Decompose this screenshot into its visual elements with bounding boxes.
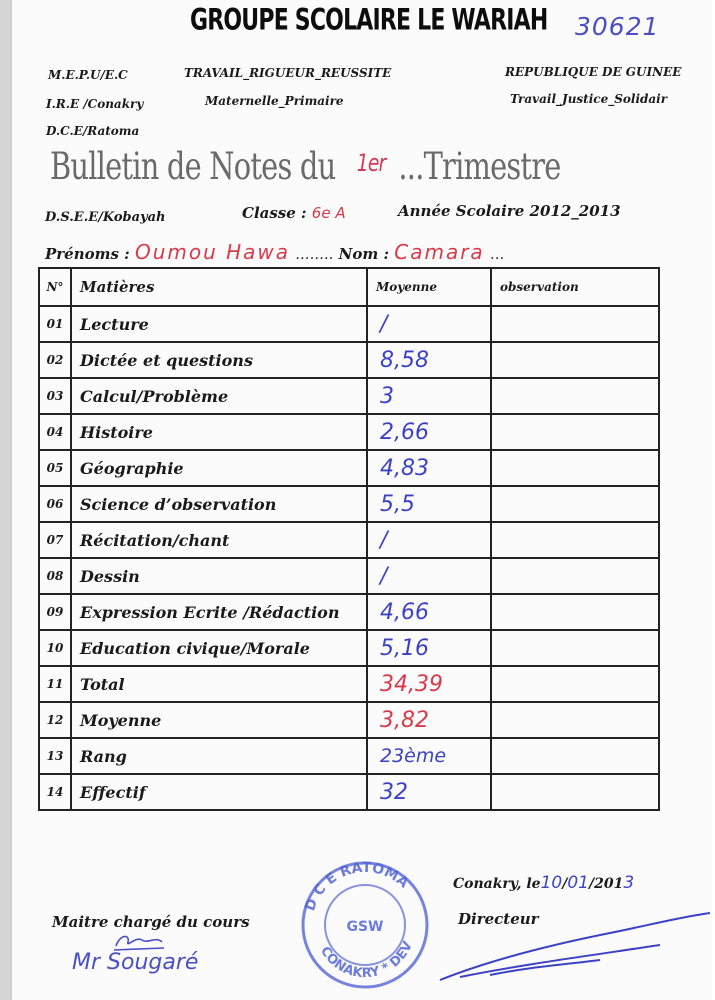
- row-observation: [491, 486, 659, 522]
- classe-value: 6e A: [311, 204, 346, 222]
- row-num: 01: [39, 306, 71, 342]
- table-row: [39, 774, 659, 810]
- school-year: Année Scolaire 2012_2013: [398, 202, 621, 220]
- school-levels: Maternelle_Primaire: [205, 94, 344, 108]
- row-observation: [491, 666, 659, 702]
- row-subject: Expression Ecrite /Rédaction: [71, 594, 367, 630]
- row-num: 12: [39, 702, 71, 738]
- table-row: [39, 486, 659, 522]
- bulletin-title-suffix: ...Trimestre: [398, 145, 561, 188]
- row-observation: [491, 558, 659, 594]
- row-average: /: [367, 558, 491, 594]
- row-subject: Récitation/chant: [71, 522, 367, 558]
- row-num: 14: [39, 774, 71, 810]
- republic-motto: Travail_Justice_Solidair: [510, 92, 668, 106]
- row-num: 03: [39, 378, 71, 414]
- nom-label: Nom :: [338, 245, 390, 263]
- row-num: 02: [39, 342, 71, 378]
- trimester-handwritten: 1er: [356, 149, 386, 177]
- row-observation: [491, 522, 659, 558]
- republic-label: REPUBLIQUE DE GUINEE: [505, 65, 682, 79]
- row-subject: Total: [71, 666, 367, 702]
- row-observation: [491, 594, 659, 630]
- table-row: [39, 450, 659, 486]
- row-num: 11: [39, 666, 71, 702]
- teacher-name-signature: Mr Sougaré: [72, 950, 199, 975]
- row-average: 8,58: [367, 342, 491, 378]
- row-subject: Effectif: [71, 774, 367, 810]
- row-average: /: [367, 306, 491, 342]
- date-day: 10: [540, 873, 563, 893]
- date-year: /201: [588, 876, 624, 892]
- table-row: [39, 666, 659, 702]
- row-subject: Lecture: [71, 306, 367, 342]
- header-subject: Matières: [71, 268, 367, 306]
- row-num: 05: [39, 450, 71, 486]
- table-row: [39, 558, 659, 594]
- school-motto: TRAVAIL_RIGUEUR_REUSSITE: [184, 66, 392, 80]
- row-observation: [491, 702, 659, 738]
- school-name: GROUPE SCOLAIRE LE WARIAH: [190, 4, 548, 38]
- row-num: 04: [39, 414, 71, 450]
- table-row: [39, 306, 659, 342]
- table-row: [39, 342, 659, 378]
- row-observation: [491, 414, 659, 450]
- row-subject: Education civique/Morale: [71, 630, 367, 666]
- row-subject: Rang: [71, 738, 367, 774]
- row-subject: Moyenne: [71, 702, 367, 738]
- prenoms-label: Prénoms :: [45, 245, 130, 263]
- date-year-hand: 3: [623, 873, 635, 893]
- row-observation: [491, 450, 659, 486]
- row-average: 2,66: [367, 414, 491, 450]
- bulletin-title: [50, 145, 561, 188]
- row-average: 32: [367, 774, 491, 810]
- header-num: N°: [39, 268, 71, 306]
- row-observation: [491, 306, 659, 342]
- row-num: 08: [39, 558, 71, 594]
- prenoms-field: Prénoms : Oumou Hawa ........ Nom : Camara ...: [45, 240, 505, 264]
- table-row: [39, 702, 659, 738]
- row-num: 10: [39, 630, 71, 666]
- row-num: 06: [39, 486, 71, 522]
- director-label: Directeur: [458, 910, 539, 928]
- row-average: 5,16: [367, 630, 491, 666]
- table-header-row: [39, 268, 659, 306]
- row-observation: [491, 738, 659, 774]
- row-observation: [491, 342, 659, 378]
- row-subject: Dictée et questions: [71, 342, 367, 378]
- page-scan-edge: [0, 0, 10, 1000]
- table-row: [39, 594, 659, 630]
- school-stamp: [290, 855, 440, 995]
- row-average: 5,5: [367, 486, 491, 522]
- row-average: 4,83: [367, 450, 491, 486]
- row-average: 4,66: [367, 594, 491, 630]
- row-average: 34,39: [367, 666, 491, 702]
- table-row: [39, 378, 659, 414]
- stamp-bottom-text: CONAKRY * DEV: [316, 939, 416, 982]
- classe-field: [242, 204, 346, 222]
- row-observation: [491, 630, 659, 666]
- place-label: Conakry, le: [453, 876, 541, 892]
- row-subject: Histoire: [71, 414, 367, 450]
- header-observation: observation: [491, 268, 659, 306]
- row-subject: Dessin: [71, 558, 367, 594]
- classe-label: Classe :: [242, 204, 307, 222]
- document-number: 30621: [575, 12, 660, 41]
- row-observation: [491, 774, 659, 810]
- dce-label: D.C.E/Ratoma: [46, 124, 140, 138]
- school-name-banner: [190, 2, 548, 38]
- ministry-label: M.E.P.U/E.C: [48, 68, 128, 82]
- table-row: [39, 414, 659, 450]
- row-num: 07: [39, 522, 71, 558]
- row-subject: Calcul/Problème: [71, 378, 367, 414]
- row-average: 3: [367, 378, 491, 414]
- row-num: 09: [39, 594, 71, 630]
- row-average: 23ème: [367, 738, 491, 774]
- bulletin-title-prefix: Bulletin de Notes du: [50, 145, 344, 188]
- stamp-center-text: GSW: [346, 919, 384, 935]
- table-row: [39, 630, 659, 666]
- row-average: /: [367, 522, 491, 558]
- row-observation: [491, 378, 659, 414]
- prenoms-value: Oumou Hawa: [134, 240, 291, 264]
- nom-value: Camara: [394, 240, 485, 264]
- row-subject: Géographie: [71, 450, 367, 486]
- stamp-top-text: D C E RATOMA: [302, 859, 412, 914]
- row-average: 3,82: [367, 702, 491, 738]
- row-subject: Science d’observation: [71, 486, 367, 522]
- table-row: [39, 522, 659, 558]
- date-month: 01: [567, 873, 589, 893]
- ire-label: I.R.E /Conakry: [46, 97, 144, 111]
- teacher-label: Maitre chargé du cours: [52, 913, 250, 931]
- table-row: [39, 738, 659, 774]
- dsee-label: D.S.E.E/Kobayah: [45, 210, 166, 225]
- header-average: Moyenne: [367, 268, 491, 306]
- row-num: 13: [39, 738, 71, 774]
- grades-table: [38, 267, 660, 811]
- director-signature: [430, 905, 715, 990]
- place-and-date: Conakry, le10/01/2013: [453, 873, 635, 893]
